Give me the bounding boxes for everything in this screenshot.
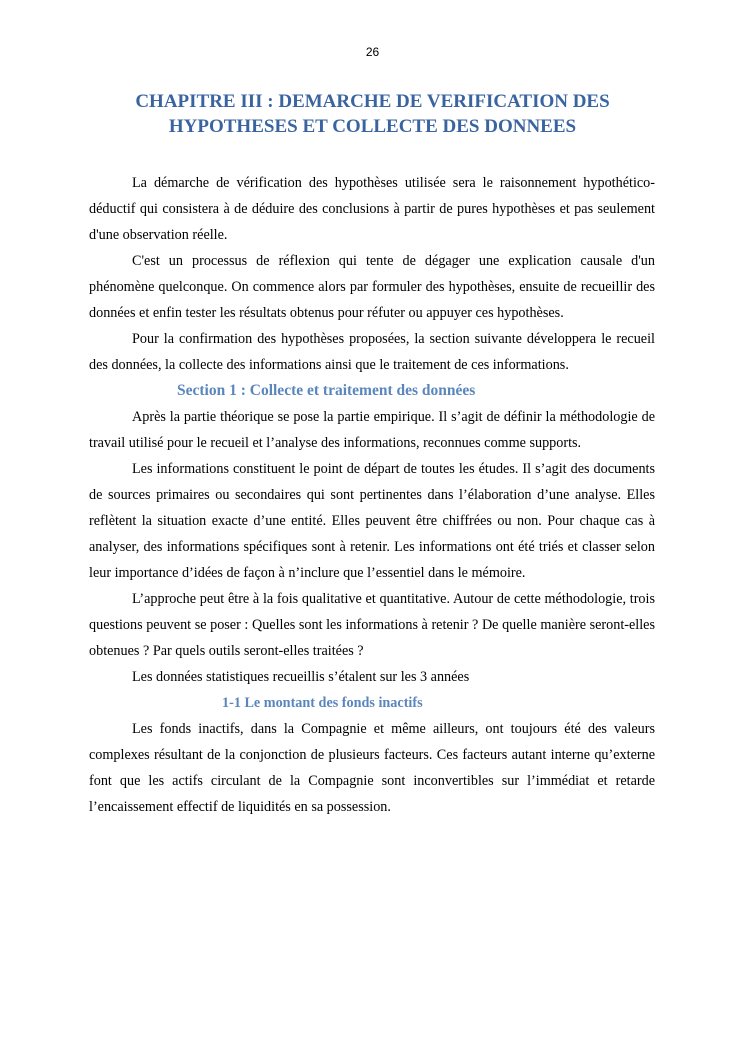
document-body [89, 170, 655, 820]
section-1-paragraph-1: Après la partie théorique se pose la partie empirique. Il s’agit de définir la méthodologie de travail utilisé pour le recueil et l’analyse des informations, reconnues comme supports. [89, 409, 655, 451]
page-number: 26 [365, 45, 380, 59]
section-1-paragraph-3: L’approche peut être à la fois qualitative et quantitative. Autour de cette méthodologie, trois questions peuvent se poser : Quelles sont les informations à retenir ? De quelle manière seront-elles obtenues ? Par quels outils seront-elles traitées ? [89, 591, 655, 659]
chapter-title [90, 89, 655, 139]
intro-paragraph-2: C'est un processus de réflexion qui tente de dégager une explication causale d'un phénomène quelconque. On commence alors par formuler des hypothèses, ensuite de recueillir des données et enfin tester les résultats obtenus pour réfuter ou appuyer ces hypothèses. [89, 253, 655, 321]
chapter-title-line-1: CHAPITRE III : DEMARCHE DE VERIFICATION DES [135, 91, 610, 112]
section-1-paragraph-2: Les informations constituent le point de départ de toutes les études. Il s’agit des documents de sources primaires ou secondaires qui sont pertinentes dans l’élaboration d’une analyse. Elles reflètent la situation exacte d’une entité. Elles peuvent être chiffrées ou non. Pour chaque cas à analyser, des informations spécifiques sont à retenir. Les informations ont été triés et classer selon leur importance d’idées de façon à n’inclure que l’essentiel dans le mémoire. [89, 461, 655, 581]
chapter-title-line-2: HYPOTHESES ET COLLECTE DES DONNEES [168, 116, 577, 137]
subsection-1-1-heading: 1-1 Le montant des fonds inactifs [222, 695, 423, 711]
section-1-paragraph-4: Les données statistiques recueillis s’étalent sur les 3 années [132, 669, 470, 685]
section-1-heading: Section 1 : Collecte et traitement des données [177, 382, 476, 399]
intro-paragraph-1: La démarche de vérification des hypothèses utilisée sera le raisonnement hypothético-déductif qui consistera à de déduire des conclusions à partir de pures hypothèses et pas seulement d'une observation réelle. [89, 175, 655, 243]
intro-paragraph-3: Pour la confirmation des hypothèses proposées, la section suivante développera le recueil des données, la collecte des informations ainsi que le traitement de ces informations. [89, 331, 655, 373]
subsection-1-1-paragraph-1: Les fonds inactifs, dans la Compagnie et même ailleurs, ont toujours été des valeurs complexes résultant de la conjonction de plusieurs facteurs. Ces facteurs autant interne qu’externe font que les actifs circulant de la Compagnie sont inconvertibles sur l’immédiat et retarde l’encaissement effectif de liquidités en sa possession. [89, 721, 655, 815]
